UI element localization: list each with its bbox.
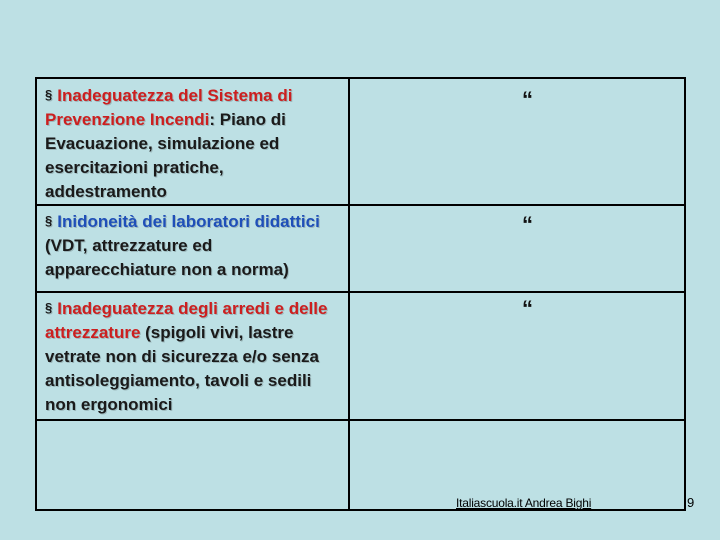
risk-highlight: Inadeguatezza degli arredi e delle attrezzature bbox=[45, 299, 328, 342]
risk-detail: (spigoli vivi, lastre vetrate non di sicurezza e/o senza antisoleggiamento, tavoli e sedili non ergonomici bbox=[45, 323, 319, 414]
risk-cell-1 bbox=[45, 83, 345, 204]
row-divider bbox=[37, 419, 684, 421]
risk-table bbox=[35, 77, 686, 511]
ditto-mark: “ bbox=[522, 296, 533, 321]
risk-detail: (VDT, attrezzature ed apparecchiature non a norma) bbox=[45, 236, 289, 279]
bullet-marker: § bbox=[45, 300, 53, 315]
risk-cell-2 bbox=[45, 209, 345, 282]
column-divider bbox=[348, 79, 350, 509]
footer-credit: Italiascuola.it Andrea Bighi bbox=[456, 496, 592, 510]
ditto-mark: “ bbox=[522, 212, 533, 237]
risk-highlight: Inadeguatezza del Sistema di Prevenzione Incendi bbox=[45, 86, 293, 129]
bullet-marker: § bbox=[45, 213, 53, 228]
ditto-mark: “ bbox=[522, 87, 533, 112]
risk-detail: : Piano di Evacuazione, simulazione ed esercitazioni pratiche, addestramento bbox=[45, 110, 286, 201]
page-number: 9 bbox=[687, 495, 695, 510]
row-divider bbox=[37, 204, 684, 206]
bullet-marker: § bbox=[45, 87, 53, 102]
risk-cell-3 bbox=[45, 296, 345, 417]
row-divider bbox=[37, 291, 684, 293]
risk-highlight: Inidoneità dei laboratori didattici bbox=[57, 212, 320, 231]
